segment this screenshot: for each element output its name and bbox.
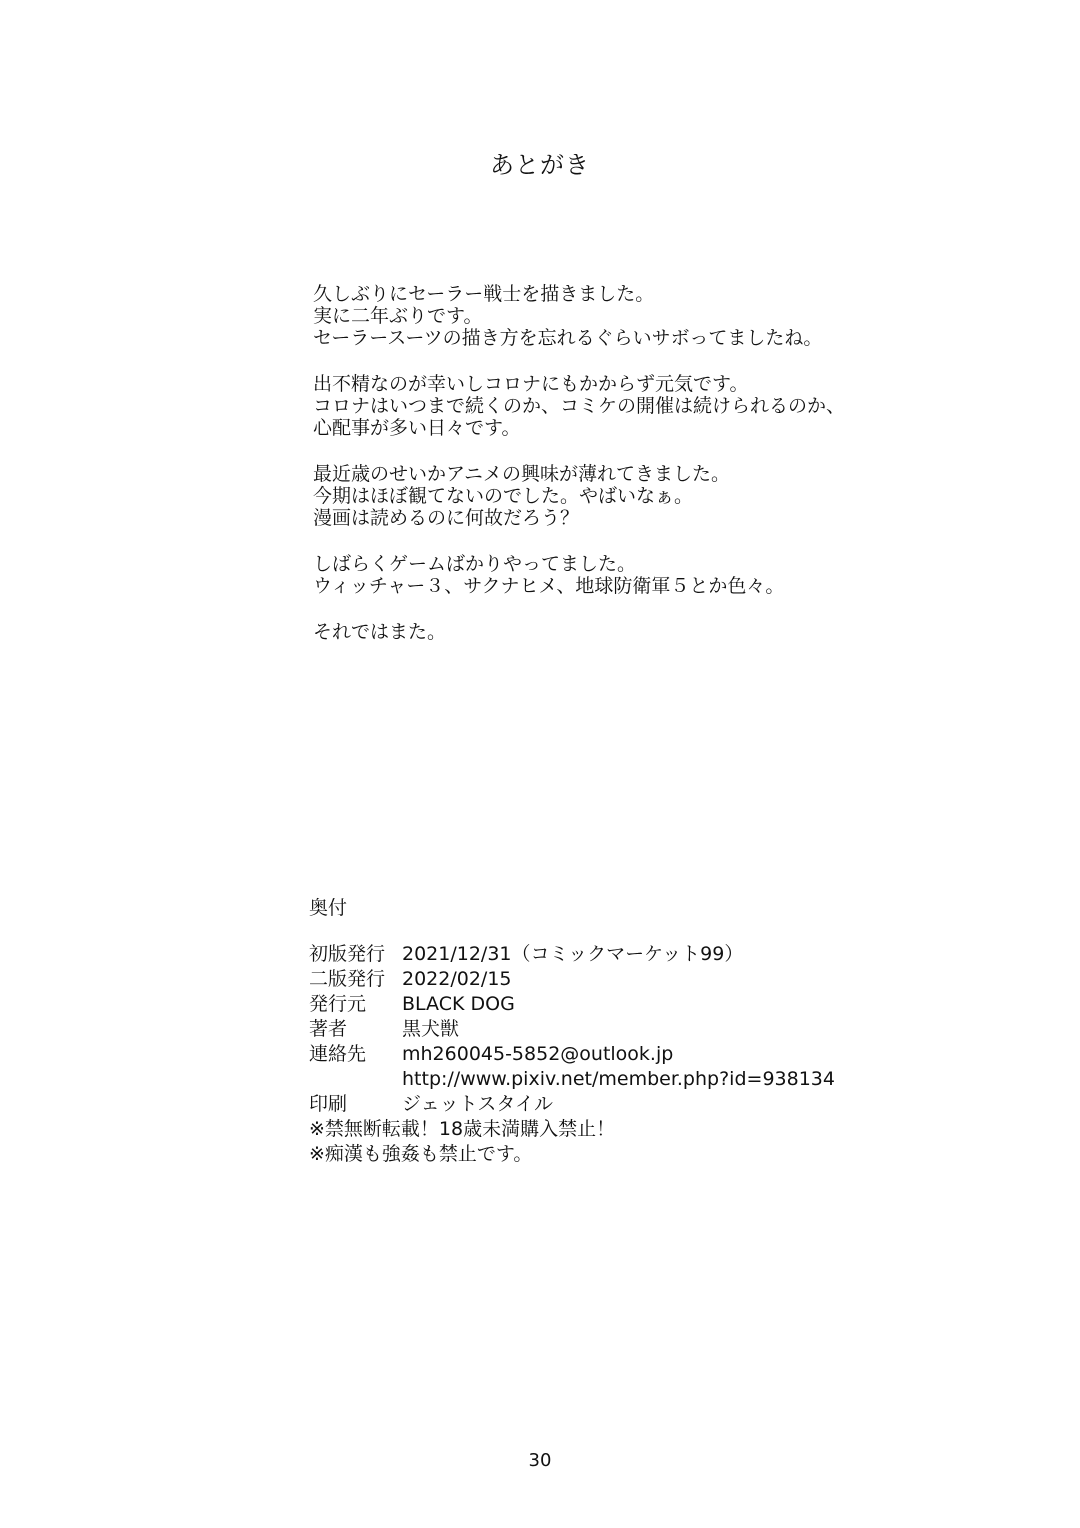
afterword-paragraph [313,553,1013,597]
afterword-paragraph [313,373,1013,439]
colophon-row-contact-email [309,1042,1029,1067]
colophon-label: 印刷 [309,1093,348,1115]
colophon-note: ※禁無断転載！18歳未満購入禁止！ [309,1118,616,1140]
colophon-value: 2022/02/15 [402,968,512,990]
text-line: 心配事が多い日々です。 [313,417,521,439]
colophon-value: ジェットスタイル [402,1093,554,1115]
colophon-row-publisher [309,992,1029,1017]
text-line: 実に二年ぶりです。 [313,305,483,327]
colophon-label: 二版発行 [309,968,386,990]
text-line: それではまた。 [313,621,447,643]
colophon-value: 2021/12/31（コミックマーケット99） [402,943,744,965]
colophon-row-contact-url [309,1067,1029,1092]
colophon [309,896,1029,1167]
colophon-label: 発行元 [309,993,367,1015]
text-line: 今期はほぼ観てないのでした。やばいなぁ。 [313,485,694,507]
text-line: 最近歳のせいかアニメの興味が薄れてきました。 [313,463,731,485]
colophon-label [309,1067,402,1092]
colophon-label: 連絡先 [309,1043,367,1065]
contact-url: http://www.pixiv.net/member.php?id=938134 [402,1068,835,1090]
colophon-row-printer [309,1092,1029,1117]
page-title: あとがき [490,151,590,179]
colophon-heading: 奥付 [309,897,348,919]
afterword-paragraph [313,283,1013,349]
afterword-paragraph [313,621,1013,643]
text-line: 久しぶりにセーラー戦士を描きました。 [313,283,655,305]
contact-email: mh260045-5852@outlook.jp [402,1043,674,1065]
page-number: 30 [528,1450,552,1471]
colophon-note: ※痴漢も強姦も禁止です。 [309,1143,533,1165]
afterword-paragraph [313,463,1013,529]
colophon-row-second-edition [309,967,1029,992]
colophon-row-author [309,1017,1029,1042]
colophon-value: 黒犬獣 [402,1018,460,1040]
colophon-row-first-edition [309,942,1029,967]
colophon-value: BLACK DOG [402,993,515,1015]
colophon-label: 著者 [309,1018,348,1040]
afterword-body [313,283,1013,667]
text-line: セーラースーツの描き方を忘れるぐらいサボってましたね。 [313,327,823,349]
text-line: ウィッチャー３、サクナヒメ、地球防衛軍５とか色々。 [313,575,785,597]
text-line: 出不精なのが幸いしコロナにもかからず元気です。 [313,373,749,395]
text-line: しばらくゲームばかりやってました。 [313,553,637,575]
colophon-label: 初版発行 [309,943,386,965]
text-line: コロナはいつまで続くのか、コミケの開催は続けられるのか、 [313,395,846,417]
text-line: 漫画は読めるのに何故だろう？ [313,507,580,529]
